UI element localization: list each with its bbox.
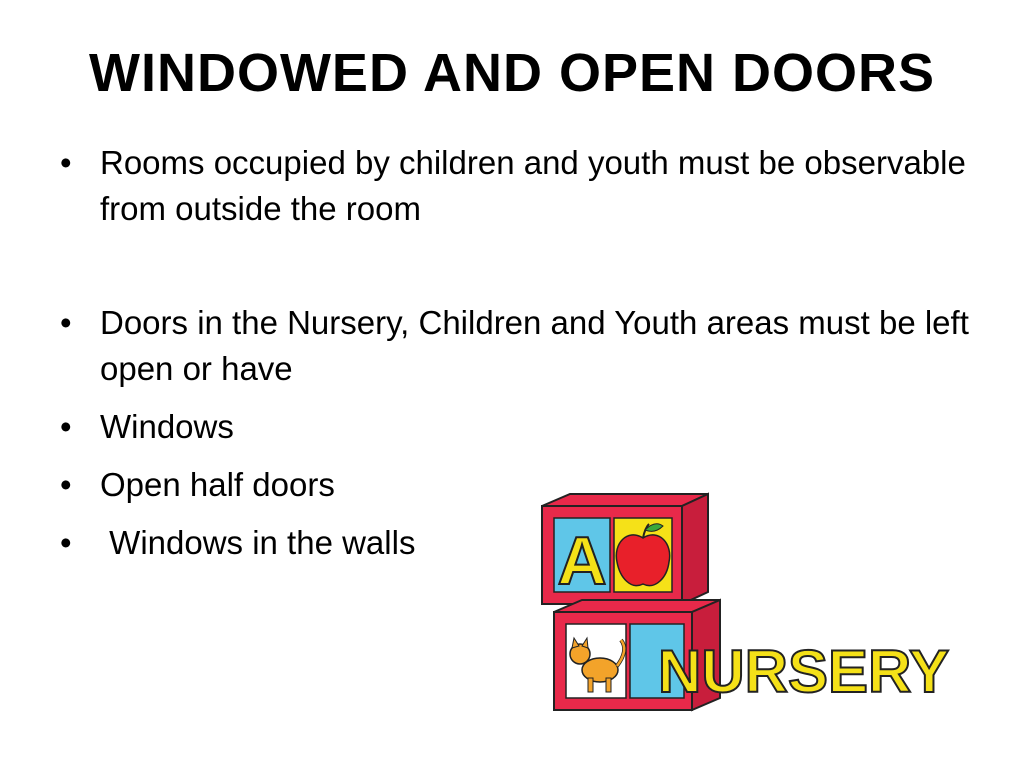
block-letter: A — [557, 523, 607, 599]
bullet-glyph: • — [60, 408, 72, 445]
bullet-glyph: • — [60, 304, 72, 341]
nursery-logo-text: NURSERY — [658, 638, 950, 705]
bullet-glyph: • — [60, 524, 72, 561]
top-block — [542, 494, 708, 604]
bullet-text: Windows — [100, 408, 234, 445]
bullet-item — [58, 404, 978, 450]
nursery-blocks-illustration — [532, 488, 962, 728]
bullet-text: Rooms occupied by children and youth must be observable from outside the room — [100, 144, 966, 227]
bullet-glyph: • — [60, 144, 72, 181]
bullet-glyph: • — [60, 466, 72, 503]
bullet-item — [58, 140, 978, 232]
bullet-text: Windows in the walls — [100, 524, 416, 561]
bullet-text: Open half doors — [100, 466, 335, 503]
bullet-item — [58, 300, 978, 392]
slide-title: WINDOWED AND OPEN DOORS — [89, 43, 935, 103]
bullet-text: Doors in the Nursery, Children and Youth areas must be left open or have — [100, 304, 969, 387]
